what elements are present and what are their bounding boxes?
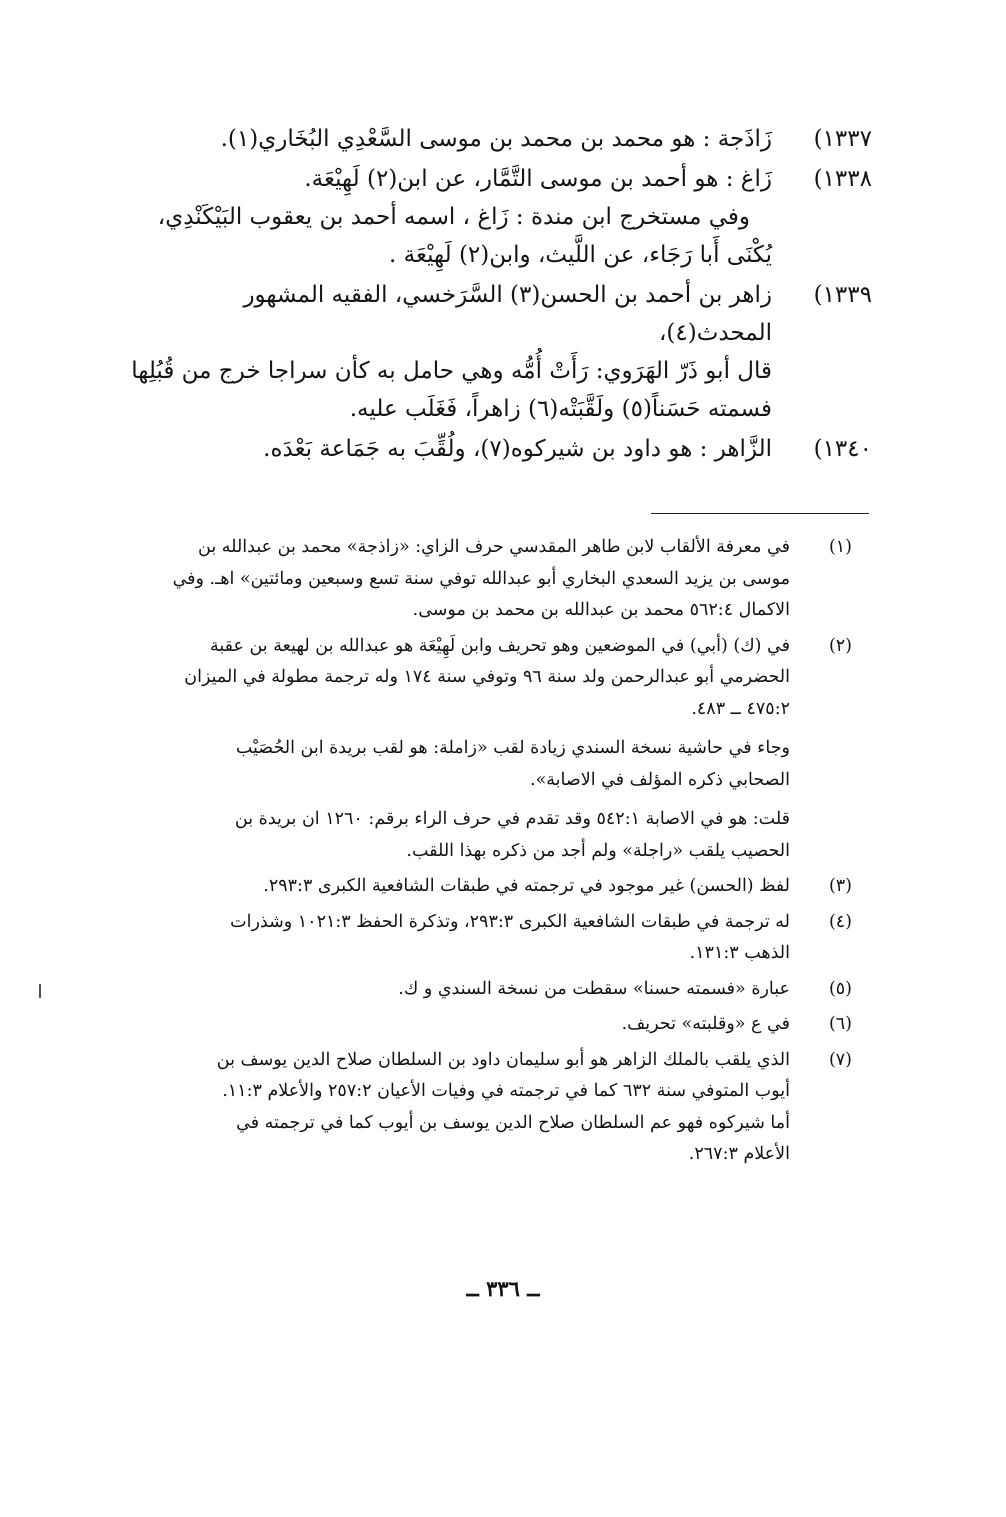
footnote-paragraph: [130, 532, 790, 627]
footnote-paragraph: [130, 631, 790, 726]
footnote-line: في ع «وقلبته» تحريف.: [621, 1014, 790, 1034]
footnotes: [130, 532, 852, 1175]
footnote-number: (١): [828, 537, 852, 557]
footnote-line: قلت: هو في الاصابة ٥٤٢:١ وقد تقدم في حرف الراء برقم: ١٢٦٠ ان بريدة بن: [234, 809, 790, 829]
footnote-line: لفظ (الحسن) غير موجود في ترجمته في طبقات الشافعية الكبرى ٢٩٣:٣.: [263, 876, 790, 896]
footnote-line: موسى بن يزيد السعدي البخاري أبو عبدالله توفي سنة تسع وسبعين ومائتين» اهـ. وفي: [172, 568, 790, 589]
footnote-line: الصحابي ذكره المؤلف في الاصابة».: [530, 769, 790, 790]
footnote-line: الذهب ١٣١:٣.: [689, 943, 790, 963]
margin-mark: [39, 984, 41, 998]
footnote-line: في (ك) (أبي) في الموضعين وهو تحريف وابن لَهِيْعَة هو عبدالله بن لهيعة بن عقبة: [209, 635, 790, 656]
entry-number: ١٣٣٧): [813, 126, 872, 152]
footnote-paragraph: [130, 733, 790, 796]
entry-text: الزَّاهر : هو داود بن شيركوه(٧)، ولُقِّبَ به جَمَاعة بَعْدَه.: [263, 436, 772, 462]
entry-number: ١٣٤٠): [813, 436, 872, 462]
footnote-4: [130, 907, 852, 970]
footnote-line: ٤٧٥:٢ ــ ٤٨٣.: [691, 698, 790, 719]
footnote-7: [130, 1045, 852, 1171]
entry-1340: [130, 430, 872, 468]
footnote-line: الحضرمي أبو عبدالرحمن ولد سنة ٩٦ وتوفي سنة ١٧٤ وله ترجمة مطولة في الميزان: [184, 667, 790, 687]
footnote-3: [130, 871, 852, 903]
entry-1337: [130, 120, 872, 158]
entry-number: ١٣٣٨): [813, 166, 872, 192]
main-entries: [130, 120, 872, 470]
page-number: ــ ٣٣٦ ــ: [466, 1276, 540, 1301]
footnote-line: أيوب المتوفي سنة ٦٣٢ كما في ترجمته في وفيات الأعيان ٢٥٧:٢ والأعلام ١١:٣.: [222, 1081, 790, 1101]
footnote-paragraph: [130, 974, 790, 1006]
footnote-line: في معرفة الألقاب لابن طاهر المقدسي حرف الزاي: «زاذجة» محمد بن عبدالله بن: [198, 537, 790, 557]
footnote-2: [130, 631, 852, 868]
entry-number: ١٣٣٩): [813, 282, 872, 308]
footnote-line: الحصيب يلقب «راجلة» ولم أجد من ذكره بهذا اللقب.: [406, 840, 790, 861]
footnote-number: (٧): [828, 1049, 852, 1070]
entry-text: زَاغ : هو أحمد بن موسى التَّمَّار، عن ابن(٢) لَهِيْعَة.: [304, 166, 772, 192]
footnote-line: عبارة «فسمته حسنا» سقطت من نسخة السندي و ك.: [398, 978, 790, 999]
footnote-number: (٢): [828, 635, 852, 656]
entry-text: وفي مستخرج ابن مندة : زَاغ ، اسمه أحمد بن يعقوب البَيْكَنْدِي،: [157, 204, 750, 230]
entry-1339: [130, 276, 872, 428]
footnote-1: [130, 532, 852, 627]
footnote-paragraph: [130, 871, 790, 903]
entry-text: يُكْنَى أَبا رَجَاء، عن اللَّيث، وابن(٢) لَهِيْعَة .: [389, 242, 772, 268]
entry-text: فسمته حَسَناً(٥) ولَقَّبَتْه(٦) زاهراً، فَغَلَب عليه.: [349, 396, 772, 422]
footnote-number: (٦): [828, 1014, 852, 1034]
footnote-number: (٤): [828, 911, 852, 932]
footnote-paragraph: [130, 1009, 790, 1041]
footnote-line: الاكمال ٥٦٢:٤ محمد بن عبدالله بن محمد بن موسى.: [412, 600, 790, 620]
footnote-line: الذي يلقب بالملك الزاهر هو أبو سليمان داود بن السلطان صلاح الدين يوسف بن: [216, 1049, 790, 1070]
entry-text: قال أبو ذَرّ الهَرَوي: رَأَتْ أُمُّه وهي حامل به كأن سراجا خرج من قُبُلِها: [131, 358, 772, 384]
footnote-6: [130, 1009, 852, 1041]
footnote-divider: [651, 513, 869, 514]
entry-1338: [130, 160, 872, 274]
footnote-line: وجاء في حاشية نسخة السندي زيادة لقب «زاملة: هو لقب بريدة ابن الحُصَيْب: [235, 738, 790, 758]
footnote-line: الأعلام ٢٦٧:٣.: [688, 1144, 790, 1164]
entry-text: زاهر بن أحمد بن الحسن(٣) السَّرَخسي، الفقيه المشهور المحدث(٤)،: [243, 282, 772, 346]
footnote-paragraph: [130, 804, 790, 867]
footnote-number: (٣): [828, 876, 852, 896]
footnote-paragraph: [130, 907, 790, 970]
footnote-number: (٥): [828, 978, 852, 999]
footnote-line: أما شيركوه فهو عم السلطان صلاح الدين يوسف بن أيوب كما في ترجمته في: [236, 1112, 790, 1133]
footnote-paragraph: [130, 1045, 790, 1171]
footnote-5: [130, 974, 852, 1006]
footnote-line: له ترجمة في طبقات الشافعية الكبرى ٢٩٣:٣، وتذكرة الحفظ ١٠٢١:٣ وشذرات: [230, 911, 790, 932]
entry-text: زَاذَجة : هو محمد بن محمد بن موسى السَّعْدِي البُخَاري(١).: [220, 126, 772, 152]
